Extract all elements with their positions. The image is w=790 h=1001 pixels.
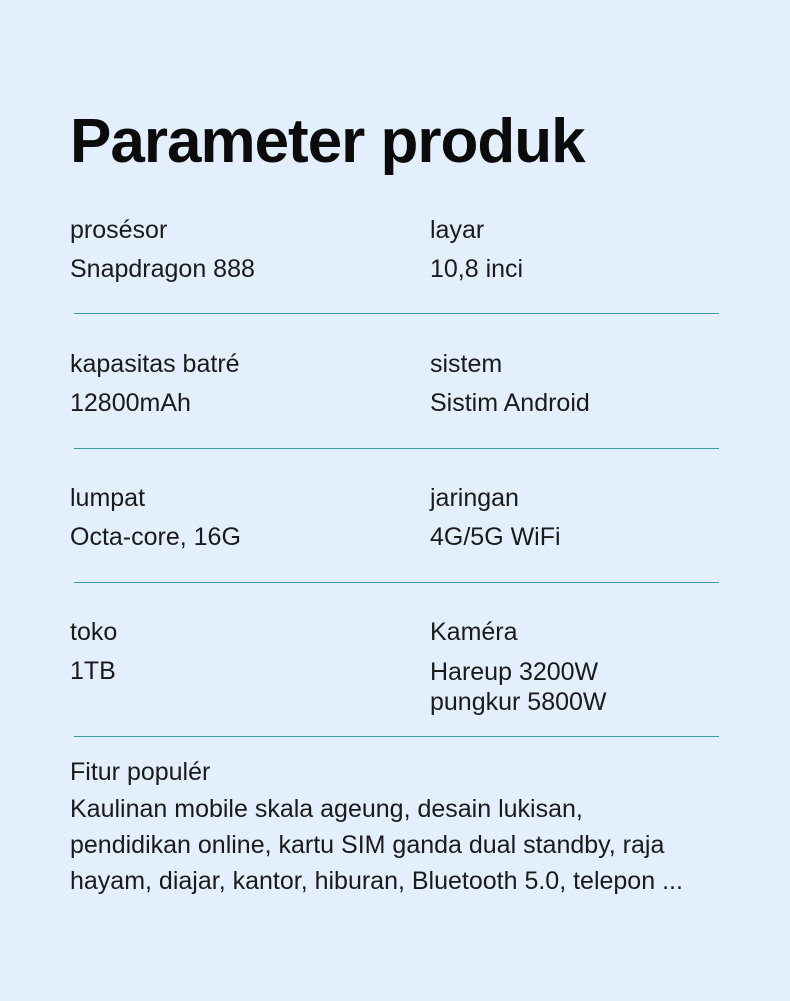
spec-battery — [70, 350, 240, 417]
spec-label: kapasitas batré — [70, 350, 240, 378]
spec-label: prosésor — [70, 216, 168, 244]
row-divider — [74, 313, 719, 314]
spec-screen — [430, 216, 523, 283]
spec-value-multiline — [430, 657, 607, 717]
row-divider — [74, 736, 719, 737]
spec-system — [430, 350, 590, 417]
page-title: Parameter produk — [70, 107, 585, 176]
spec-value: 10,8 inci — [430, 255, 524, 283]
camera-front: Hareup 3200W — [430, 658, 599, 686]
spec-network — [430, 484, 561, 551]
row-divider — [74, 582, 719, 583]
row-divider — [74, 448, 719, 449]
spec-processor — [70, 216, 255, 283]
popular-features — [70, 757, 730, 899]
spec-value: 12800mAh — [70, 389, 191, 417]
spec-value: 4G/5G WiFi — [430, 523, 561, 551]
spec-value: 1TB — [70, 657, 116, 685]
spec-label: Kaméra — [430, 618, 518, 646]
spec-value: Octa-core, 16G — [70, 523, 241, 551]
spec-value: Sistim Android — [430, 389, 590, 417]
camera-rear: pungkur 5800W — [430, 688, 607, 716]
features-label: Fitur populér — [70, 758, 211, 786]
spec-label: lumpat — [70, 484, 146, 512]
spec-camera — [430, 618, 607, 717]
features-text: Kaulinan mobile skala ageung, desain lukisan, pendidikan online, kartu SIM ganda dual standby, raja hayam, diajar, kantor, hiburan, Bluetooth 5.0, telepon ... — [70, 795, 683, 895]
spec-label: sistem — [430, 350, 503, 378]
spec-storage — [70, 618, 117, 685]
spec-value: Snapdragon 888 — [70, 255, 255, 283]
spec-cpu — [70, 484, 241, 551]
spec-label: jaringan — [430, 484, 519, 512]
spec-label: layar — [430, 216, 485, 244]
spec-label: toko — [70, 618, 118, 646]
